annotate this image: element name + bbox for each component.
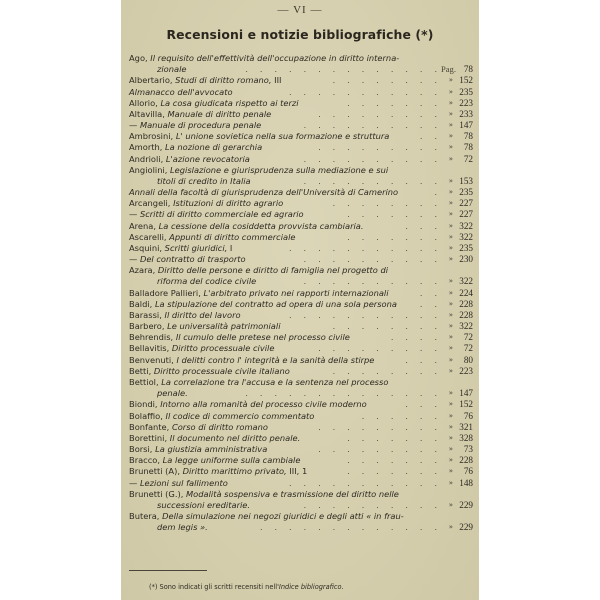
bibliography-entry (129, 243, 473, 254)
entry-text (129, 455, 300, 466)
ditto-mark: » (448, 333, 453, 342)
ditto-mark: » (448, 232, 453, 241)
entry-text (129, 377, 388, 388)
entry-text (157, 276, 256, 287)
entry-page-number: 72 (463, 343, 473, 354)
ditto-mark: » (448, 456, 453, 465)
bibliography-entry (129, 310, 473, 321)
entry-author: Ascarelli, (129, 231, 167, 242)
entry-text (129, 466, 307, 477)
entry-text (129, 154, 250, 165)
entry-work: L' unione sovietica nella sua formazione e struttura (175, 131, 390, 142)
entry-author: Barassi, (129, 309, 162, 320)
entry-author: Betti, (129, 365, 152, 376)
entry-work: Modalità sospensiva e trasmissione del diritto nelle (186, 488, 399, 499)
leader-dots: . . . . . . . . . (318, 109, 437, 119)
page-title: Recensioni e notizie bibliografiche (*) (166, 27, 434, 42)
entry-text (129, 310, 241, 321)
ditto-mark: » (448, 109, 453, 118)
entry-work: Diritto marittimo privato, (182, 466, 287, 477)
entry-page-number: 233 (459, 108, 473, 119)
entry-work: Diritto processuale civile italiano (153, 365, 290, 376)
entry-text (129, 444, 267, 455)
entry-text (129, 478, 228, 489)
entry-author: Borsi, (129, 444, 153, 455)
bibliography-entry (129, 265, 473, 276)
document-page (121, 0, 479, 600)
bibliography-entry-continuation (129, 176, 473, 187)
entry-work: Manuale di diritto penale (167, 108, 272, 119)
bibliography-entry (129, 411, 473, 422)
entry-author: Baldi, (129, 298, 153, 309)
bibliography-entry-continuation (129, 388, 473, 399)
entry-text (129, 53, 399, 64)
entry-work: Del contratto di trasporto (139, 254, 246, 265)
bibliography-entry-continuation (129, 64, 473, 75)
ditto-mark: » (448, 277, 453, 286)
bibliography-entry (129, 221, 473, 232)
entry-text (129, 75, 282, 86)
entry-author: — (129, 120, 138, 131)
ditto-mark: » (448, 87, 453, 96)
entry-work: L'arbitrato privato nei rapporti internazionali (203, 287, 389, 298)
entry-work: La stipulazione del contratto ad opera di una sola persona (154, 298, 397, 309)
entry-page-number: 148 (459, 477, 473, 488)
bibliography-entry (129, 120, 473, 131)
entry-work: Diritto delle persone e diritto di famiglia nel progetto di (157, 265, 389, 276)
ditto-mark: » (448, 366, 453, 375)
entry-text (129, 422, 268, 433)
entry-text (129, 433, 300, 444)
entry-work: Corso di diritto romano (171, 421, 268, 432)
entry-author: — (129, 477, 138, 488)
entry-text (129, 87, 233, 98)
bibliography-entry (129, 288, 473, 299)
ditto-mark: » (448, 322, 453, 331)
ditto-mark: » (448, 121, 453, 130)
ditto-mark: » (448, 243, 453, 252)
entry-page-number: 235 (459, 86, 473, 97)
entry-page-number: 76 (463, 466, 473, 477)
leader-dots: . . . . . . . . . . (303, 277, 437, 287)
entry-page-number: 152 (459, 399, 473, 410)
entry-page-number: 72 (463, 332, 473, 343)
entry-author: — (129, 209, 138, 220)
entry-text (129, 254, 246, 265)
ditto-mark: » (448, 154, 453, 163)
entry-text (129, 355, 374, 366)
entry-text (157, 388, 188, 399)
leader-dots: . . (419, 132, 437, 142)
ditto-mark: » (448, 199, 453, 208)
entry-work: La cosa giudicata rispetto ai terzi (160, 97, 299, 108)
leader-dots: . . . . . . . . . . . (289, 310, 437, 320)
entry-author: Amorth, (129, 142, 163, 153)
leader-dots: . . . . . . . . . . . . . . (245, 389, 437, 399)
entry-page-number: 147 (459, 388, 473, 399)
ditto-mark: » (448, 98, 453, 107)
bibliography-entry (129, 422, 473, 433)
ditto-mark: » (448, 433, 453, 442)
leader-dots: . . . (405, 221, 437, 231)
leader-dots: . . . . . . . (347, 433, 437, 443)
ditto-mark: » (448, 210, 453, 219)
entry-author: Brunetti (G.), (129, 488, 184, 499)
entry-page-number: 147 (459, 120, 473, 131)
entry-work: L'azione revocatoria (165, 153, 250, 164)
leader-dots: . . . . . . . . (332, 322, 437, 332)
bibliography-entry-continuation (129, 500, 473, 511)
bibliography-entry (129, 165, 473, 176)
ditto-mark: » (448, 411, 453, 420)
entry-volume: III, 1 (286, 466, 308, 477)
ditto-mark: » (448, 422, 453, 431)
page-label: Pag. (440, 64, 456, 75)
entry-text (129, 489, 399, 500)
ditto-mark: » (448, 299, 453, 308)
entry-page-number: 235 (459, 187, 473, 198)
leader-dots: . . . . . . . . (332, 366, 437, 376)
leader-dots: . . . . . . . . (332, 76, 437, 86)
leader-dots: . . . . . . . . . (318, 344, 437, 354)
bibliography-entry (129, 478, 473, 489)
entry-page-number: 227 (459, 198, 473, 209)
entry-page-number: 76 (463, 410, 473, 421)
bibliography-entry (129, 433, 473, 444)
entry-work: Manuale di procedura penale (139, 120, 262, 131)
entry-page-number: 321 (459, 421, 473, 432)
entry-work-continuation: penale. (157, 388, 188, 399)
entry-text (129, 120, 261, 131)
bibliography-entry (129, 343, 473, 354)
bibliography-entry (129, 87, 473, 98)
entry-page-number: 228 (459, 298, 473, 309)
entry-text (129, 221, 364, 232)
entry-page-number: 229 (459, 499, 473, 510)
leader-dots: . . . . . . . . . . (303, 500, 437, 510)
entry-author: Bracco, (129, 455, 161, 466)
entry-author: Arcangeli, (129, 198, 171, 209)
leader-dots: . . . . . . . (347, 467, 437, 477)
bibliography-entry (129, 142, 473, 153)
entry-page-number: 322 (459, 220, 473, 231)
ditto-mark: » (448, 523, 453, 532)
ditto-mark: » (448, 467, 453, 476)
footnote-rule (129, 570, 207, 571)
entry-author: Borettini, (129, 432, 168, 443)
ditto-mark: » (448, 255, 453, 264)
entry-work-continuation: titoli di credito in Italia (157, 175, 251, 186)
entry-work-continuation: dem legis ». (157, 522, 208, 533)
entry-text (129, 165, 388, 176)
bibliography-entry (129, 466, 473, 477)
entry-text (129, 265, 388, 276)
leader-dots: . . . . . . . . . (318, 445, 437, 455)
entry-work: Scritti giuridici, (164, 242, 228, 253)
leader-dots: . . . . . . . . . . (303, 255, 437, 265)
bibliography-entry (129, 399, 473, 410)
entry-work-continuation: riforma del codice civile (157, 276, 257, 287)
entry-text (129, 288, 389, 299)
footnote-prefix: (*) Sono indicati gli scritti recensiti nell' (149, 583, 279, 591)
entry-author: Andrioli, (129, 153, 164, 164)
leader-dots: . . . . . . . . . . . (289, 87, 437, 97)
entry-text (129, 232, 296, 243)
leader-dots: . . . . . . . (347, 98, 437, 108)
ditto-mark: » (448, 176, 453, 185)
leader-dots: . . . (405, 355, 437, 365)
entry-author: Ago, (129, 53, 148, 63)
leader-dots: . . . . . . . . . . . . . . (245, 65, 437, 75)
entry-author: Brunetti (A), (129, 466, 180, 477)
leader-dots: . . . . . . . . . . . (289, 243, 437, 253)
entry-text (157, 500, 250, 511)
entry-text (129, 131, 389, 142)
entry-author: Angiolini, (129, 164, 168, 175)
entry-page-number: 227 (459, 209, 473, 220)
entry-author: Bettiol, (129, 376, 159, 387)
entry-page-number: 322 (459, 276, 473, 287)
entry-page-number: 228 (459, 309, 473, 320)
entry-author: Azara, (129, 265, 156, 276)
entry-text (129, 411, 314, 422)
entry-author: Asquini, (129, 242, 163, 253)
entry-author: Bonfante, (129, 421, 170, 432)
entry-text (129, 511, 404, 522)
entry-page-number: 152 (459, 75, 473, 86)
bibliography-entry (129, 232, 473, 243)
bibliography-entry (129, 355, 473, 366)
entry-author: Albertario, (129, 75, 173, 86)
bibliography-entry-continuation (129, 276, 473, 287)
entry-page-number: 78 (463, 131, 473, 142)
entry-work: Scritti di diritto commerciale ed agrario (139, 209, 304, 220)
entry-text (157, 64, 187, 75)
entry-author: Balladore Pallieri, (129, 287, 201, 298)
entry-author: Behrendis, (129, 332, 174, 343)
bibliography-entry (129, 511, 473, 522)
entry-page-number: 322 (459, 321, 473, 332)
ditto-mark: » (448, 221, 453, 230)
entry-work: Il requisito dell'effettività dell'occupazione in diritto interna- (150, 53, 400, 63)
entry-work: Il documento nel diritto penale. (169, 432, 301, 443)
footnote (149, 583, 344, 591)
entry-text (129, 142, 262, 153)
leader-dots: . . . . . . (361, 411, 437, 421)
leader-dots: . . (419, 288, 437, 298)
entry-work: Il cumulo delle pretese nel processo civile (175, 332, 350, 343)
entry-work-continuation: successioni ereditarie. (157, 499, 251, 510)
ditto-mark: » (448, 288, 453, 297)
entry-work: Il diritto del lavoro (164, 309, 241, 320)
entry-work: La correlazione tra l'accusa e la sentenza nel processo (161, 376, 389, 387)
ditto-mark: » (448, 445, 453, 454)
bibliography-entry (129, 109, 473, 120)
entry-work: Legislazione e giurisprudenza sulla mediazione e sui (170, 164, 389, 175)
entry-work: La cessione della cosiddetta provvista cambiaria. (158, 220, 364, 231)
entry-page-number: 228 (459, 455, 473, 466)
bibliography-entry (129, 254, 473, 265)
entry-work: Diritto processuale civile (171, 343, 275, 354)
entry-author: Arena, (129, 220, 156, 231)
bibliography-entry (129, 455, 473, 466)
entry-page-number: 73 (463, 444, 473, 455)
entry-work: Studi di diritto romano, (175, 75, 272, 86)
entry-author: Ambrosini, (129, 131, 174, 142)
entry-text (129, 343, 274, 354)
entry-work: La nozione di gerarchia (165, 142, 263, 153)
leader-dots: . (434, 188, 437, 198)
entry-text (129, 109, 271, 120)
ditto-mark: » (448, 143, 453, 152)
bibliography-entry (129, 131, 473, 142)
bibliography-entry (129, 444, 473, 455)
ditto-mark: » (448, 132, 453, 141)
leader-dots: . . . . . . . . . . (303, 176, 437, 186)
ditto-mark: » (448, 500, 453, 509)
bibliography-entry (129, 299, 473, 310)
leader-dots: . . . . . . . . . . (303, 154, 437, 164)
entry-work: Istituzioni di diritto agrario (173, 198, 284, 209)
leader-dots: . . . . . . . . . . . (289, 478, 437, 488)
entry-page-number: 78 (463, 64, 473, 75)
entry-author: — (129, 254, 138, 265)
ditto-mark: » (448, 310, 453, 319)
bibliography-entry (129, 489, 473, 500)
bibliography-entry (129, 187, 473, 198)
entry-text (129, 399, 367, 410)
entry-work: Il codice di commercio commentato (165, 410, 315, 421)
ditto-mark: » (448, 344, 453, 353)
entry-text (129, 243, 232, 254)
entry-page-number: 78 (463, 142, 473, 153)
ditto-mark: » (448, 478, 453, 487)
entry-work: Intorno alla romanità del processo civile moderno (160, 399, 367, 410)
bibliography-entry (129, 332, 473, 343)
entry-work: La legge uniforme sulla cambiale (162, 455, 301, 466)
entry-work: Lezioni sul fallimento (139, 477, 228, 488)
entry-page-number: 223 (459, 97, 473, 108)
entry-author: Allorio, (129, 97, 158, 108)
ditto-mark: » (448, 188, 453, 197)
entry-work: Appunti di diritto commerciale (169, 231, 296, 242)
entry-work: La giustizia amministrativa (155, 444, 268, 455)
entry-page-number: 153 (459, 175, 473, 186)
entry-text (157, 522, 208, 533)
leader-dots: . . (419, 299, 437, 309)
entry-volume: III (271, 75, 282, 86)
entry-page-number: 328 (459, 432, 473, 443)
entry-page-number: 72 (463, 153, 473, 164)
entry-page-number: 230 (459, 254, 473, 265)
entry-page-number: 229 (459, 522, 473, 533)
entry-text (157, 176, 251, 187)
leader-dots: . . . . . . . . . (318, 143, 437, 153)
entry-page-number: 223 (459, 365, 473, 376)
entry-text (129, 332, 350, 343)
ditto-mark: » (448, 355, 453, 364)
bibliography-entry (129, 198, 473, 209)
leader-dots: . . . . . . . . . . (303, 121, 437, 131)
entry-text (129, 198, 283, 209)
bibliography-entry (129, 321, 473, 332)
bibliography-entry (129, 53, 473, 64)
entry-page-number: 235 (459, 242, 473, 253)
leader-dots: . . . . . . . (347, 210, 437, 220)
bibliography-entry (129, 98, 473, 109)
entry-author: Benvenuti, (129, 354, 174, 365)
leader-dots: . . . (405, 400, 437, 410)
entry-author: Butera, (129, 511, 160, 522)
entry-work: Le universalità patrimoniali (167, 321, 281, 332)
bibliography-entry (129, 75, 473, 86)
leader-dots: . . . . . . . . . (318, 422, 437, 432)
entry-author: Bellavitis, (129, 343, 170, 354)
entry-work: Annali della facoltà di giurisprudenza dell'Università di Camerino (129, 187, 399, 198)
bibliography-entry (129, 377, 473, 388)
page-folio: — VI — (277, 4, 323, 16)
entry-work: I delitti contro l' integrità e la sanità della stirpe (176, 354, 375, 365)
entry-work: Almanacco dell'avvocato (129, 86, 233, 97)
entry-page-number: 322 (459, 231, 473, 242)
bibliography-entry (129, 154, 473, 165)
entry-text (129, 321, 281, 332)
entry-work: Della simulazione nei negozi giuridici e degli atti « in frau- (162, 511, 404, 522)
entry-author: Altavilla, (129, 108, 165, 119)
footnote-emphasis: Indice bibliografico (278, 583, 342, 591)
entry-page-number: 224 (459, 287, 473, 298)
bibliography-entry (129, 366, 473, 377)
ditto-mark: » (448, 389, 453, 398)
entry-text (129, 209, 304, 220)
entry-author: Biondi, (129, 399, 158, 410)
entry-author: Barbero, (129, 321, 165, 332)
leader-dots: . . . . . . . (347, 232, 437, 242)
entry-text (129, 366, 290, 377)
leader-dots: . . . . . . . . . . . . . (259, 523, 437, 533)
leader-dots: . . . . (390, 333, 437, 343)
leader-dots: . . . . . . . . (332, 199, 437, 209)
entry-text (129, 187, 398, 198)
bibliography-list (129, 53, 473, 533)
footnote-suffix: . (341, 583, 344, 591)
ditto-mark: » (448, 400, 453, 409)
entry-work-continuation: zionale (157, 64, 187, 75)
entry-text (129, 98, 299, 109)
leader-dots: . . . . . . . (347, 456, 437, 466)
entry-volume: I (227, 242, 233, 253)
entry-text (129, 299, 397, 310)
bibliography-entry-continuation (129, 522, 473, 533)
bibliography-entry (129, 209, 473, 220)
ditto-mark: » (448, 76, 453, 85)
entry-author: Bolaffio, (129, 410, 163, 421)
entry-page-number: 80 (463, 354, 473, 365)
